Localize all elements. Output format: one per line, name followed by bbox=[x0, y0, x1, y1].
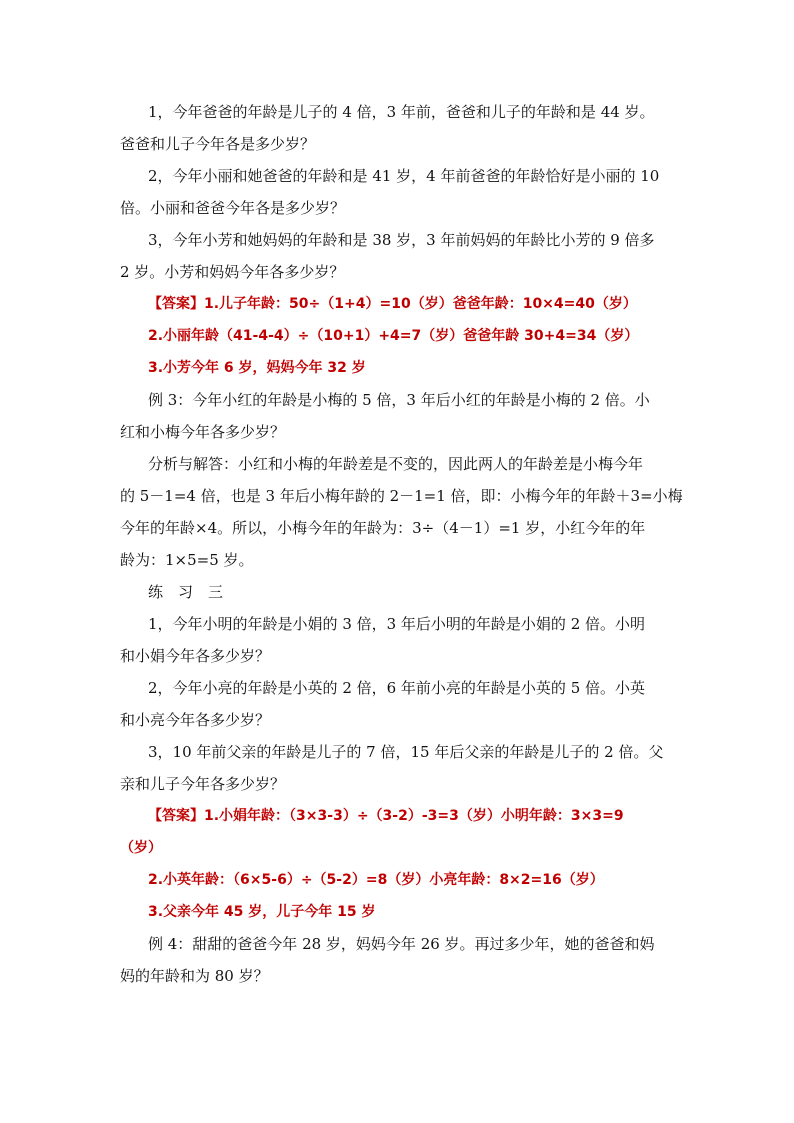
text-line: 2 岁。小芳和妈妈今年各多少岁？ bbox=[120, 263, 345, 281]
document-page bbox=[120, 96, 690, 992]
text-line: 和小娟今年各多少岁？ bbox=[120, 647, 271, 665]
text-line: 3，10 年前父亲的年龄是儿子的 7 倍，15 年后父亲的年龄是儿子的 2 倍。父 bbox=[148, 743, 664, 761]
answer-line: 【答案】1.儿子年龄：50÷（1+4）=10（岁）爸爸年龄：10×4=40（岁） bbox=[148, 296, 637, 312]
text-line: 例 4：甜甜的爸爸今年 28 岁，妈妈今年 26 岁。再过多少年，她的爸爸和妈 bbox=[148, 935, 655, 953]
text-line: 2，今年小亮的年龄是小英的 2 倍，6 年前小亮的年龄是小英的 5 倍。小英 bbox=[148, 679, 646, 697]
text-line: 例 3：今年小红的年龄是小梅的 5 倍，3 年后小红的年龄是小梅的 2 倍。小 bbox=[148, 391, 650, 409]
text-line: 的 5－1=4 倍，也是 3 年后小梅年龄的 2－1=1 倍，即：小梅今年的年龄＋3=小梅 bbox=[120, 487, 683, 505]
text-line: 倍。小丽和爸爸今年各是多少岁？ bbox=[120, 199, 346, 217]
text-line: 妈的年龄和为 80 岁？ bbox=[120, 967, 269, 985]
answer-line: 3.小芳今年 6 岁，妈妈今年 32 岁 bbox=[148, 360, 366, 376]
text-line: 亲和儿子今年各多少岁？ bbox=[120, 775, 286, 793]
text-line: 分析与解答：小红和小梅的年龄差是不变的，因此两人的年龄差是小梅今年 bbox=[148, 455, 644, 473]
text-line: 1，今年小明的年龄是小娟的 3 倍，3 年后小明的年龄是小娟的 2 倍。小明 bbox=[148, 615, 646, 633]
answer-line: 2.小丽年龄（41-4-4）÷（10+1）+4=7（岁）爸爸年龄 30+4=34（岁） bbox=[148, 328, 639, 344]
answer-line: 3.父亲今年 45 岁，儿子今年 15 岁 bbox=[148, 904, 376, 920]
answer-line: （岁） bbox=[120, 840, 162, 856]
text-line: 和小亮今年各多少岁？ bbox=[120, 711, 271, 729]
text-line: 1，今年爸爸的年龄是儿子的 4 倍，3 年前，爸爸和儿子的年龄和是 44 岁。 bbox=[148, 103, 655, 121]
answer-line: 2.小英年龄：（6×5-6）÷（5-2）=8（岁）小亮年龄：8×2=16（岁） bbox=[148, 872, 604, 888]
answer-line: 【答案】1.小娟年龄：（3×3-3）÷（3-2）-3=3（岁）小明年龄：3×3=9 bbox=[148, 808, 624, 824]
text-line: 爸爸和儿子今年各是多少岁？ bbox=[120, 135, 316, 153]
text-line: 2，今年小丽和她爸爸的年龄和是 41 岁，4 年前爸爸的年龄恰好是小丽的 10 bbox=[148, 167, 660, 185]
text-line: 红和小梅今年各多少岁？ bbox=[120, 423, 286, 441]
text-line: 龄为：1×5=5 岁。 bbox=[120, 551, 254, 569]
text-line: 今年的年龄×4。所以，小梅今年的年龄为：3÷（4－1）=1 岁，小红今年的年 bbox=[120, 519, 646, 537]
text-line: 3，今年小芳和她妈妈的年龄和是 38 岁，3 年前妈妈的年龄比小芳的 9 倍多 bbox=[148, 231, 655, 249]
text-line: 练 习 三 bbox=[148, 583, 224, 601]
